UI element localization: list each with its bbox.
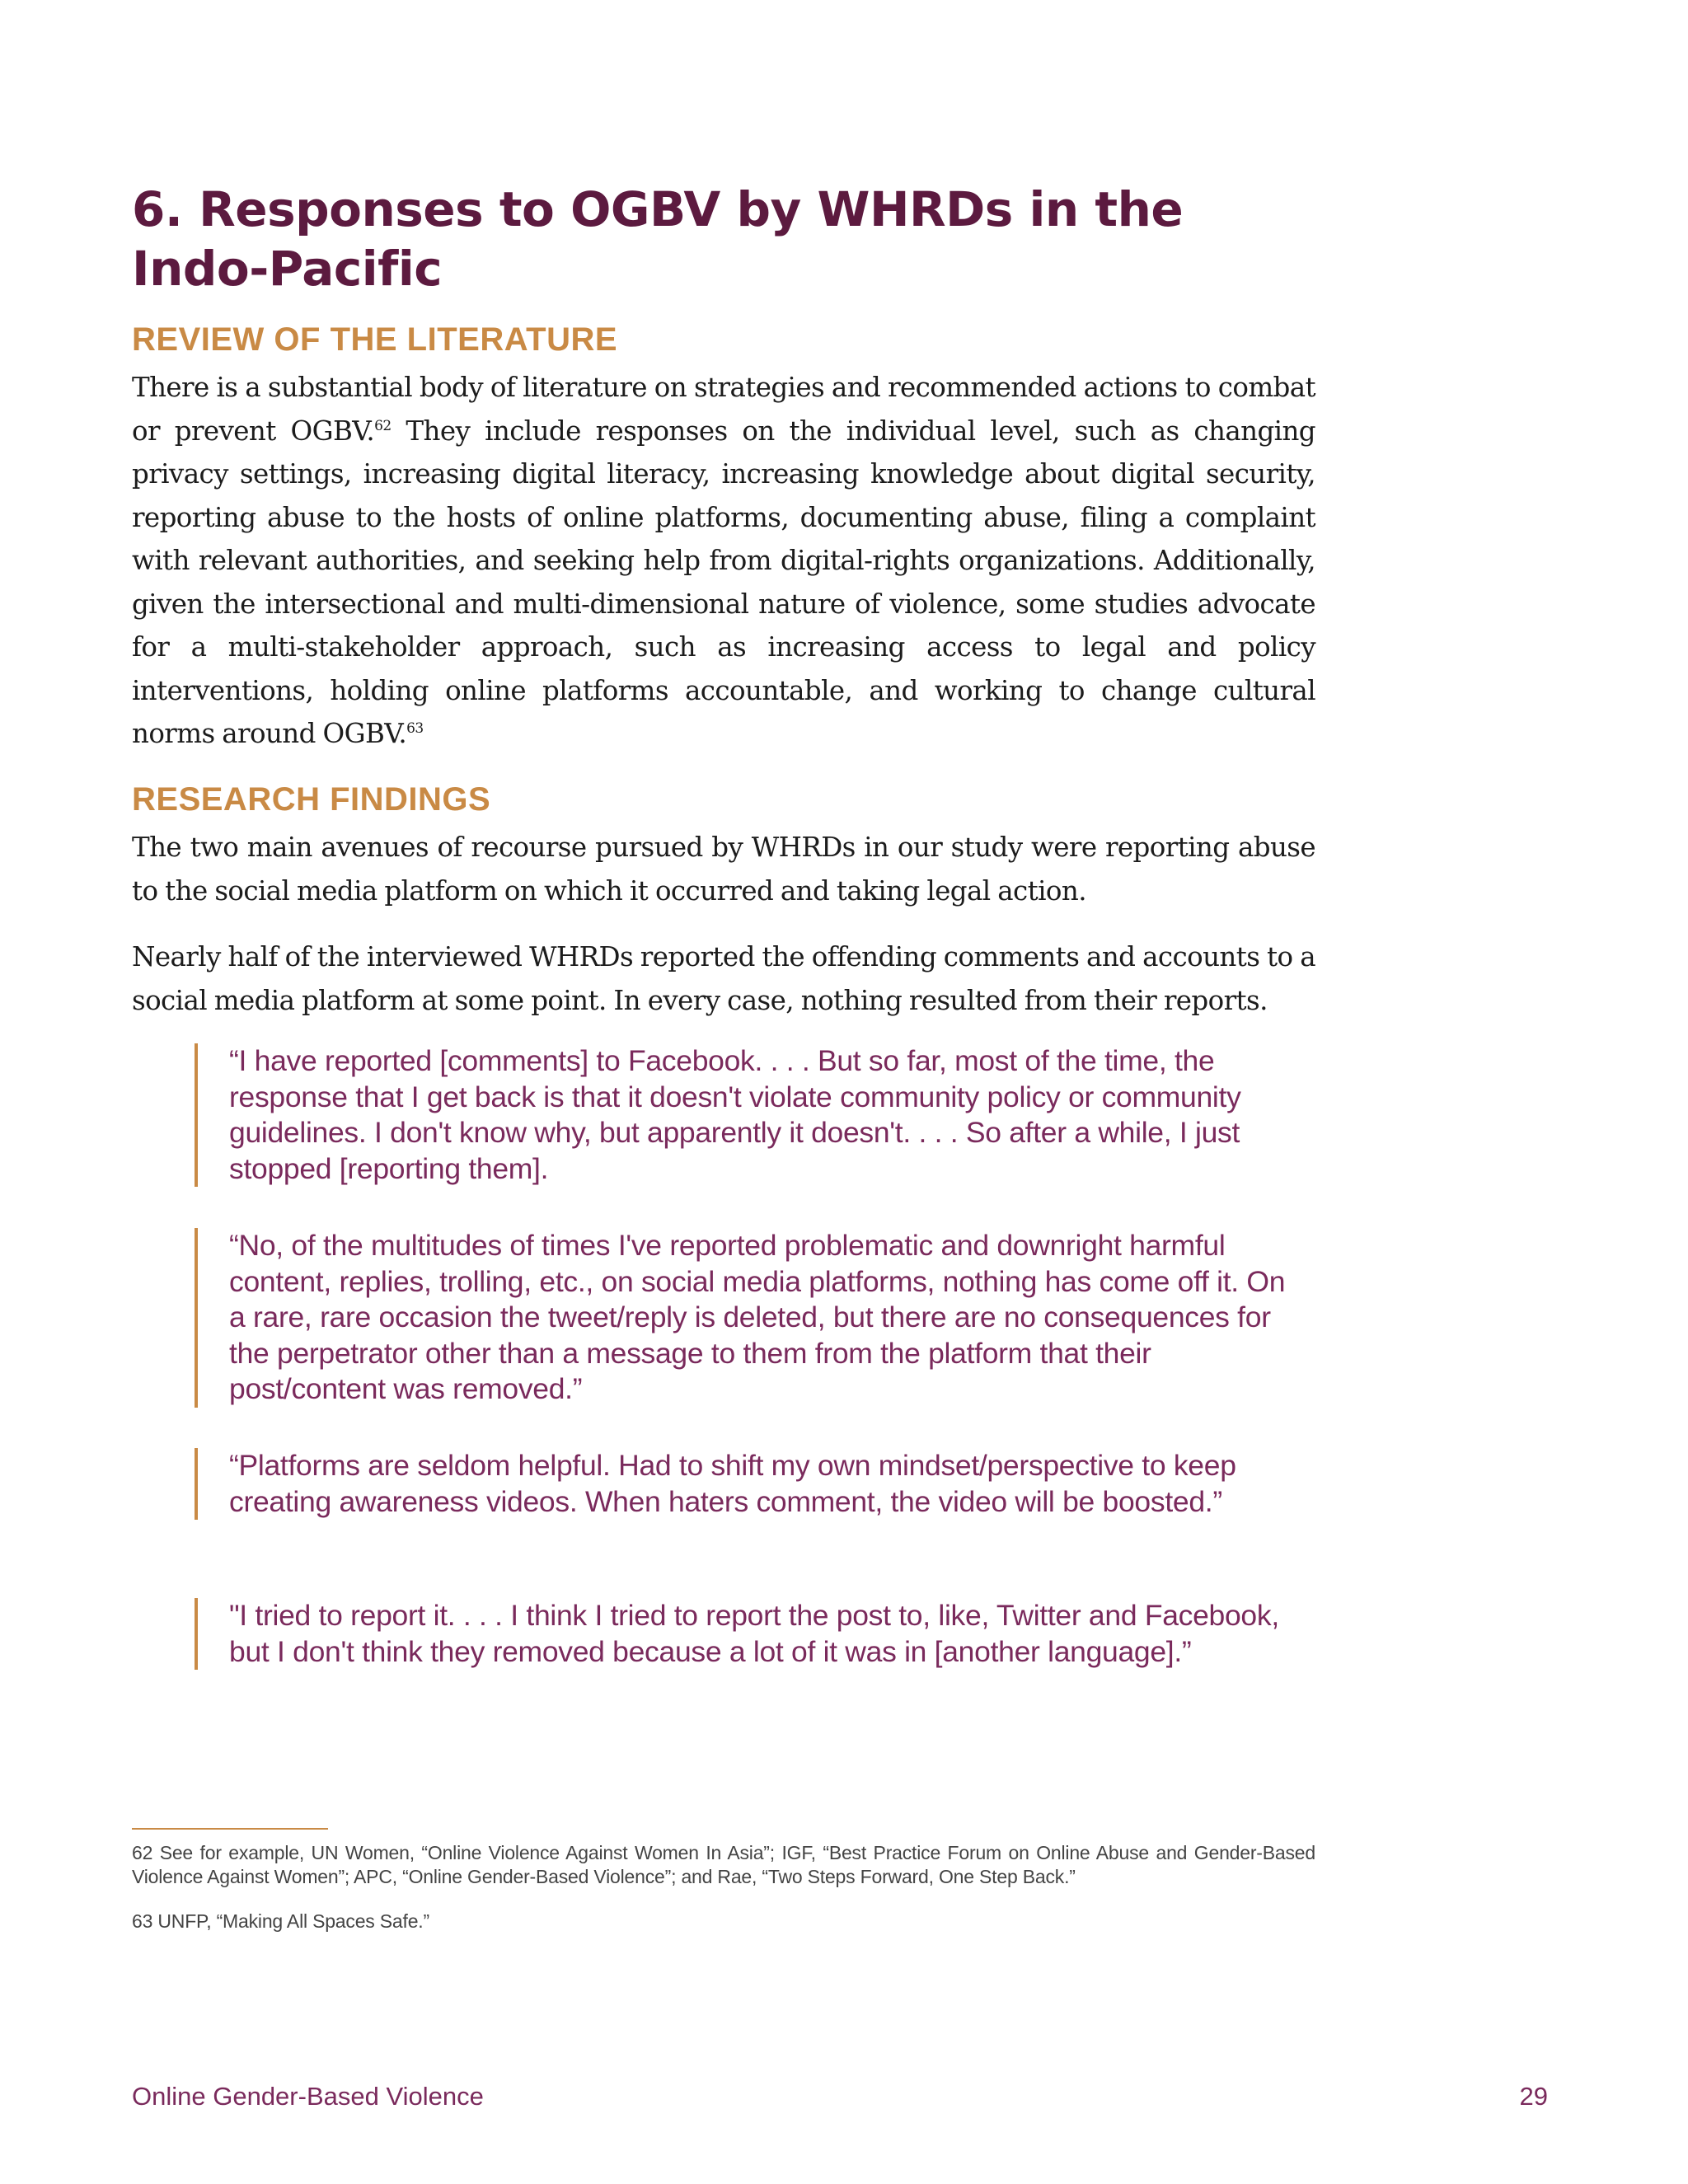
footnote-ref-63[interactable]: 63 <box>406 720 424 738</box>
chapter-title: 6. Responses to OGBV by WHRDs in the Indo-Pacific <box>132 181 1184 297</box>
footnote-divider <box>132 1828 328 1830</box>
footnote-62: 62 See for example, UN Women, “Online Violence Against Women In Asia”; IGF, “Best Practice Forum on Online Abuse and Gender-Based Violence Against Women”; APC, “Online Gender-Based Violence”; and Rae, “Two Steps Forward, One Step Back.” <box>132 1842 1315 1887</box>
section-heading-literature: REVIEW OF THE LITERATURE <box>132 321 618 358</box>
footnote-ref-62[interactable]: 62 <box>374 417 392 434</box>
findings-paragraph-2: Nearly half of the interviewed WHRDs reported the offending comments and accounts to a social media platform at some point. In every case, nothing resulted from their reports. <box>132 941 1315 1016</box>
interview-quote-3: “Platforms are seldom helpful. Had to shift my own mindset/perspective to keep creating awareness videos. When haters comment, the video will be boosted.” <box>195 1448 1301 1520</box>
findings-paragraph-1: The two main avenues of recourse pursued by WHRDs in our study were reporting abuse to the social media platform on which it occurred and taking legal action. <box>132 832 1315 907</box>
literature-text-part1: There is a substantial body of literature on strategies and recommended actions to combat or prevent OGBV. <box>132 372 1315 447</box>
page-number: 29 <box>1519 2082 1548 2111</box>
section-heading-findings: RESEARCH FINDINGS <box>132 781 491 818</box>
literature-paragraph <box>132 366 1315 756</box>
literature-text-part2: They include responses on the individual level, such as changing privacy settings, increasing digital literacy, increasing knowledge about digital security, reporting abuse to the hosts of online platforms, documenting abuse, filing a complaint with relevant authorities, and seeking help from digital-rights organizations. Additionally, given the intersectional and multi-dimensional nature of violence, some studies advocate for a multi-stakeholder approach, such as increasing access to legal and policy interventions, holding online platforms accountable, and working to change cultural norms around OGBV. <box>132 415 1316 749</box>
interview-quote-1: “I have reported [comments] to Facebook. . . . But so far, most of the time, the response that I get back is that it doesn't violate community policy or community guidelines. I don't know why, but apparently it doesn't. . . . So after a while, I just stopped [reporting them]. <box>195 1043 1301 1187</box>
footnote-63: 63 UNFP, “Making All Spaces Safe.” <box>132 1910 429 1932</box>
footer-document-title: Online Gender-Based Violence <box>132 2082 484 2111</box>
interview-quote-2: “No, of the multitudes of times I've reported problematic and downright harmful content, replies, trolling, etc., on social media platforms, nothing has come off it. On a rare, rare occasion the tweet/reply is deleted, but there are no consequences for the perpetrator other than a message to them from the platform that their post/content was removed.” <box>195 1228 1301 1408</box>
interview-quote-4: "I tried to report it. . . . I think I tried to report the post to, like, Twitter and Facebook, but I don't think they removed because a lot of it was in [another language].” <box>195 1598 1301 1670</box>
